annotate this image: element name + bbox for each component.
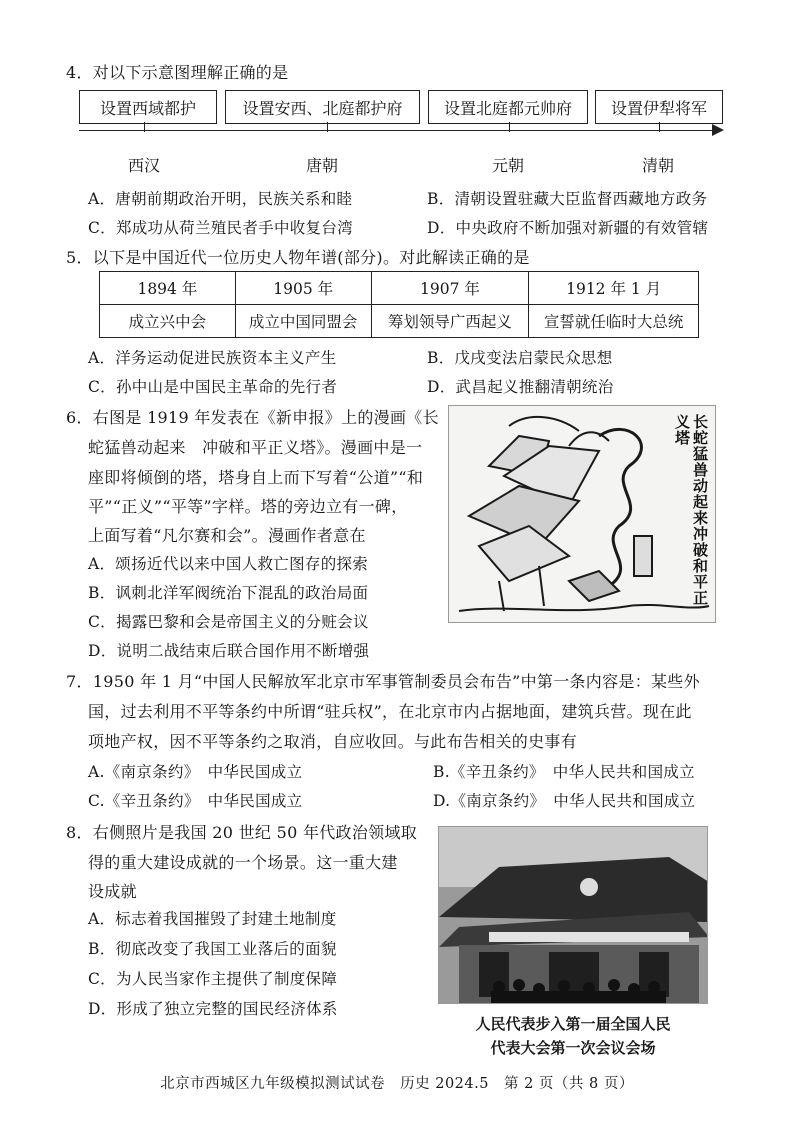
- timeline-era-2: 唐朝: [306, 156, 339, 175]
- table-cell-year: 1894 年: [100, 272, 236, 305]
- page-footer: 北京市西城区九年级模拟测试试卷 历史 2024.5 第 2 页（共 8 页）: [160, 1076, 634, 1092]
- q6-option-d[interactable]: D．说明二战结束后联合国作用不断增强: [88, 642, 370, 660]
- q6-stem-line-2: 蛇猛兽动起来 冲破和平正义塔》。漫画中是一: [88, 438, 423, 457]
- q8-photo-caption: [438, 1012, 708, 1060]
- q5-option-a[interactable]: A．洋务运动促进民族资本主义产生: [88, 349, 337, 367]
- timeline-era-3: 元朝: [492, 156, 525, 175]
- photo-drawing: [439, 827, 708, 1004]
- q4-option-b[interactable]: B．清朝设置驻藏大臣监督西藏地方政务: [427, 190, 708, 208]
- q5-stem: 5．以下是中国近代一位历史人物年谱(部分)。对此解读正确的是: [66, 248, 530, 267]
- q8-stem-line-2: 得的重大建设成就的一个场景。这一重大建: [88, 853, 398, 872]
- timeline-event-1: 设置西域都护: [79, 90, 217, 124]
- q4-stem: 4．对以下示意图理解正确的是: [66, 63, 289, 82]
- table-row: [100, 272, 699, 305]
- q6-stem-line-3: 座即将倾倒的塔，塔身自上而下写着“公道”“和: [88, 468, 424, 487]
- timeline-axis: [79, 130, 715, 131]
- timeline-tick: [659, 122, 660, 132]
- q6-cartoon-image: [448, 405, 716, 623]
- q4-option-a[interactable]: A．唐朝前期政治开明，民族关系和睦: [88, 190, 353, 208]
- table-cell-year: 1905 年: [235, 272, 371, 305]
- timeline-event-4: 设置伊犁将军: [595, 90, 723, 124]
- q7-option-a[interactable]: A.《南京条约》 中华民国成立: [88, 763, 303, 781]
- q6-option-a[interactable]: A．颂扬近代以来中国人救亡图存的探索: [88, 555, 369, 573]
- q8-stem-line-3: 设成就: [88, 882, 137, 901]
- q4-option-c[interactable]: C．郑成功从荷兰殖民者手中收复台湾: [88, 219, 353, 237]
- q7-option-b[interactable]: B.《辛丑条约》 中华人民共和国成立: [433, 763, 695, 781]
- timeline-tick: [144, 122, 145, 132]
- cartoon-title-text: 长蛇猛兽动起来冲破和平正义塔: [673, 414, 709, 606]
- table-cell-event: 宣誓就任临时大总统: [529, 305, 699, 338]
- timeline-event-3: 设置北庭都元帅府: [428, 90, 588, 124]
- timeline-tick: [509, 122, 510, 132]
- q8-photo-image: [438, 826, 708, 1004]
- q4-option-d[interactable]: D．中央政府不断加强对新疆的有效管辖: [427, 219, 709, 237]
- timeline-tick: [327, 122, 328, 132]
- q5-option-c[interactable]: C．孙中山是中国民主革命的先行者: [88, 378, 338, 396]
- table-row: [100, 305, 699, 338]
- timeline-arrow-icon: [712, 124, 724, 136]
- q6-stem-line-5: 上面写着“凡尔赛和会”。漫画作者意在: [88, 526, 366, 545]
- caption-line-2: 代表大会第一次会议会场: [490, 1039, 656, 1057]
- q5-option-b[interactable]: B．戊戌变法启蒙民众思想: [427, 349, 613, 367]
- timeline-era-1: 西汉: [128, 156, 161, 175]
- q7-stem-line-3: 项地产权，因不平等条约之取消，自应收回。与此布告相关的史事有: [88, 732, 578, 751]
- q8-option-a[interactable]: A．标志着我国摧毁了封建土地制度: [88, 910, 337, 928]
- q7-option-d[interactable]: D.《南京条约》 中华人民共和国成立: [433, 792, 696, 810]
- table-cell-event: 筹划领导广西起义: [371, 305, 529, 338]
- q8-option-b[interactable]: B．彻底改变了我国工业落后的面貌: [88, 940, 337, 958]
- q8-option-c[interactable]: C．为人民当家作主提供了制度保障: [88, 970, 338, 988]
- q6-option-b[interactable]: B．讽刺北洋军阀统治下混乱的政治局面: [88, 584, 369, 602]
- timeline-era-4: 清朝: [642, 156, 675, 175]
- q8-option-d[interactable]: D．形成了独立完整的国民经济体系: [88, 1000, 338, 1018]
- q8-stem-line-1: 8．右侧照片是我国 20 世纪 50 年代政治领域取: [66, 823, 418, 842]
- caption-line-1: 人民代表步入第一届全国人民: [475, 1015, 671, 1033]
- q7-stem-line-2: 国，过去利用不平等条约中所谓“驻兵权”，在北京市内占据地面，建筑兵营。现在此: [88, 702, 692, 721]
- q6-option-c[interactable]: C．揭露巴黎和会是帝国主义的分赃会议: [88, 613, 369, 631]
- table-cell-year: 1907 年: [371, 272, 529, 305]
- q6-stem-line-1: 6．右图是 1919 年发表在《新申报》上的漫画《长: [66, 408, 439, 427]
- table-cell-event: 成立中国同盟会: [235, 305, 371, 338]
- q6-stem-line-4: 平”“正义”“平等”字样。塔的旁边立有一碑，: [88, 497, 408, 516]
- table-cell-event: 成立兴中会: [100, 305, 236, 338]
- table-cell-year: 1912 年 1 月: [529, 272, 699, 305]
- q7-stem-line-1: 7．1950 年 1 月“中国人民解放军北京市军事管制委员会布告”中第一条内容是：某些外: [66, 672, 700, 691]
- q5-chronology-table: [99, 271, 699, 338]
- q5-option-d[interactable]: D．武昌起义推翻清朝统治: [427, 378, 614, 396]
- timeline-event-2: 设置安西、北庭都护府: [225, 90, 420, 124]
- q7-option-c[interactable]: C.《辛丑条约》 中华民国成立: [88, 792, 303, 810]
